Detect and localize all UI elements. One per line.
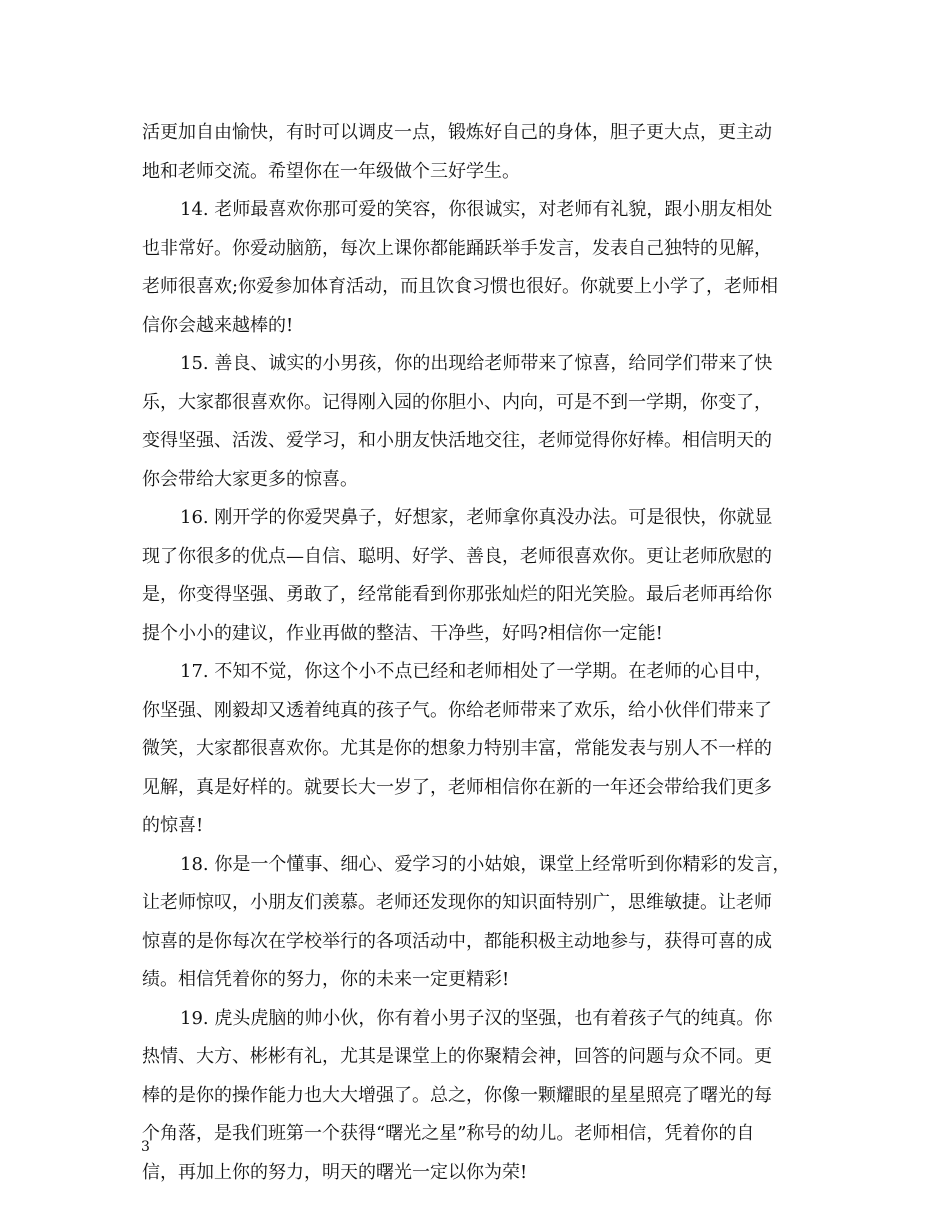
text-line: 绩。相信凭着你的努力，你的未来一定更精彩! <box>142 969 510 990</box>
text-line: 让老师惊叹，小朋友们羡慕。老师还发现你的知识面特别广，思维敏捷。让老师 <box>142 892 772 913</box>
page-number: 3 <box>141 1139 150 1155</box>
text-line: 你会带给大家更多的惊喜。 <box>142 468 358 490</box>
paragraph-start-line: 14. 老师最喜欢你那可爱的笑容，你很诚实，对老师有礼貌，跟小朋友相处 <box>180 199 773 220</box>
text-line: 信你会越来越棒的! <box>142 314 294 336</box>
text-line: 也非常好。你爱动脑筋，每次上课你都能踊跃举手发言，发表自己独特的见解， <box>142 237 772 259</box>
text-line: 老师很喜欢;你爱参加体育活动，而且饮食习惯也很好。你就要上小学了，老师相 <box>142 276 779 297</box>
paragraph-start-line: 15. 善良、诚实的小男孩，你的出现给老师带来了惊喜，给同学们带来了快 <box>180 353 773 374</box>
text-line: 活更加自由愉快，有时可以调皮一点，锻炼好自己的身体，胆子更大点，更主动 <box>142 122 772 143</box>
text-line: 惊喜的是你每次在学校举行的各项活动中，都能积极主动地参与，获得可喜的成 <box>142 930 772 952</box>
text-line: 的惊喜! <box>142 815 204 836</box>
paragraph-start-line: 16. 刚开学的你爱哭鼻子，好想家，老师拿你真没办法。可是很快，你就显 <box>180 507 773 528</box>
text-line: 棒的是你的操作能力也大大增强了。总之，你像一颗耀眼的星星照亮了曙光的每 <box>142 1084 772 1106</box>
text-line: 见解，真是好样的。就要长大一岁了，老师相信你在新的一年还会带给我们更多 <box>142 776 772 798</box>
document-body <box>142 114 822 1192</box>
text-line: 信，再加上你的努力，明天的曙光一定以你为荣! <box>142 1161 528 1183</box>
text-line: 乐，大家都很喜欢你。记得刚入园的你胆小、内向，可是不到一学期，你变了， <box>142 391 772 413</box>
text-line: 热情、大方、彬彬有礼，尤其是课堂上的你聚精会神，回答的问题与众不同。更 <box>142 1046 772 1067</box>
text-line: 微笑，大家都很喜欢你。尤其是你的想象力特别丰富，常能发表与别人不一样的 <box>142 738 772 759</box>
text-line: 提个小小的建议，作业再做的整洁、干净些，好吗?相信你一定能! <box>142 622 663 644</box>
text-line: 变得坚强、活泼、爱学习，和小朋友快活地交往，老师觉得你好棒。相信明天的 <box>142 430 772 451</box>
paragraph-start-line: 18. 你是一个懂事、细心、爱学习的小姑娘，课堂上经常听到你精彩的发言， <box>180 853 791 875</box>
text-line: 个角落，是我们班第一个获得“曙光之星”称号的幼儿。老师相信，凭着你的自 <box>142 1123 755 1144</box>
text-line: 是，你变得坚强、勇敢了，经常能看到你那张灿烂的阳光笑脸。最后老师再给你 <box>142 584 772 605</box>
paragraph-start-line: 17. 不知不觉，你这个小不点已经和老师相处了一学期。在老师的心目中， <box>180 661 773 682</box>
paragraph-start-line: 19. 虎头虎脑的帅小伙，你有着小男子汉的坚强，也有着孩子气的纯真。你 <box>180 1007 773 1029</box>
text-line: 你坚强、刚毅却又透着纯真的孩子气。你给老师带来了欢乐，给小伙伴们带来了 <box>142 699 772 721</box>
text-line: 现了你很多的优点—自信、聪明、好学、善良，老师很喜欢你。更让老师欣慰的 <box>142 545 772 567</box>
text-line: 地和老师交流。希望你在一年级做个三好学生。 <box>142 160 520 182</box>
